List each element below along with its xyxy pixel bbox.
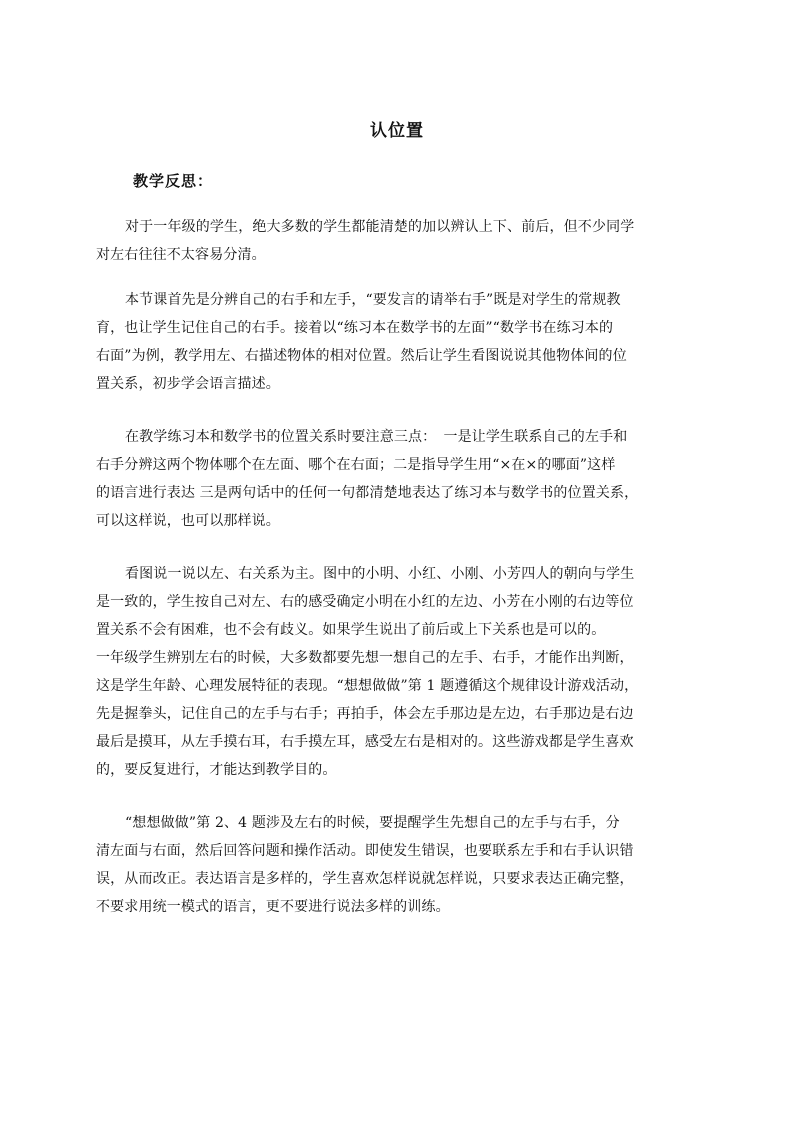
paragraph-line: 右面”为例，教学用左、右描述物体的相对位置。然后让学生看图说说其他物体间的位 [96, 348, 627, 364]
paragraph-line: “想想做做”第 2、4 题涉及左右的时候，要提醒学生先想自己的左手与右手，分 [125, 815, 620, 831]
paragraph-line: 看图说一说以左、右关系为主。图中的小明、小红、小刚、小芳四人的朝向与学生 [125, 566, 635, 582]
paragraph-line: 误，从而改正。表达语言是多样的，学生喜欢怎样说就怎样说，只要求表达正确完整， [96, 871, 634, 887]
paragraph-line: 在教学练习本和数学书的位置关系时要注意三点： 一是让学生联系自己的左手和 [125, 429, 628, 445]
paragraph-line: 是一致的，学生按自己对左、右的感受确定小明在小红的左边、小芳在小刚的右边等位 [96, 594, 634, 610]
paragraph-line: 清左面与右面，然后回答问题和操作活动。即使发生错误，也要联系左手和右手认识错 [96, 843, 634, 859]
page-title: 认位置 [370, 121, 424, 141]
paragraph-line: 对左右往往不太容易分清。 [96, 247, 266, 263]
paragraph-line: 本节课首先是分辨自己的右手和左手，“要发言的请举右手”既是对学生的常规教 [125, 292, 621, 308]
paragraph-4 [96, 560, 702, 784]
paragraph-line: 的语言进行表达 三是两句话中的任何一句都清楚地表达了练习本与数学书的位置关系， [96, 485, 639, 501]
paragraph-1 [96, 213, 702, 269]
paragraph-3 [96, 423, 702, 535]
paragraph-line: 右手分辨这两个物体哪个在左面、哪个在右面；二是指导学生用“×在×的哪面”这样 [96, 457, 616, 473]
section-heading: 教学反思： [133, 172, 214, 190]
paragraph-line: 的，要反复进行，才能达到教学目的。 [96, 762, 337, 778]
paragraph-line: 一年级学生辨别左右的时候，大多数都要先想一想自己的左手、右手，才能作出判断， [96, 650, 634, 666]
paragraph-line: 不要求用统一模式的语言，更不要进行说法多样的训练。 [96, 899, 450, 915]
paragraph-line: 最后是摸耳，从左手摸右耳，右手摸左耳，感受左右是相对的。这些游戏都是学生喜欢 [96, 734, 634, 750]
paragraph-2 [96, 286, 702, 398]
paragraph-line: 先是握拳头，记住自己的左手与右手；再拍手，体会左手那边是左边，右手那边是右边 [96, 706, 634, 722]
paragraph-line: 置关系不会有困难，也不会有歧义。如果学生说出了前后或上下关系也是可以的。 [96, 622, 606, 638]
paragraph-line: 这是学生年龄、心理发展特征的表现。“想想做做”第 1 题遵循这个规律设计游戏活动， [96, 678, 639, 694]
paragraph-line: 育，也让学生记住自己的右手。接着以“练习本在数学书的左面”“数学书在练习本的 [96, 320, 614, 336]
paragraph-5 [96, 809, 702, 921]
paragraph-line: 置关系，初步学会语言描述。 [96, 376, 280, 392]
paragraph-line: 可以这样说，也可以那样说。 [96, 513, 280, 529]
paragraph-line: 对于一年级的学生，绝大多数的学生都能清楚的加以辨认上下、前后，但不少同学 [125, 219, 635, 235]
